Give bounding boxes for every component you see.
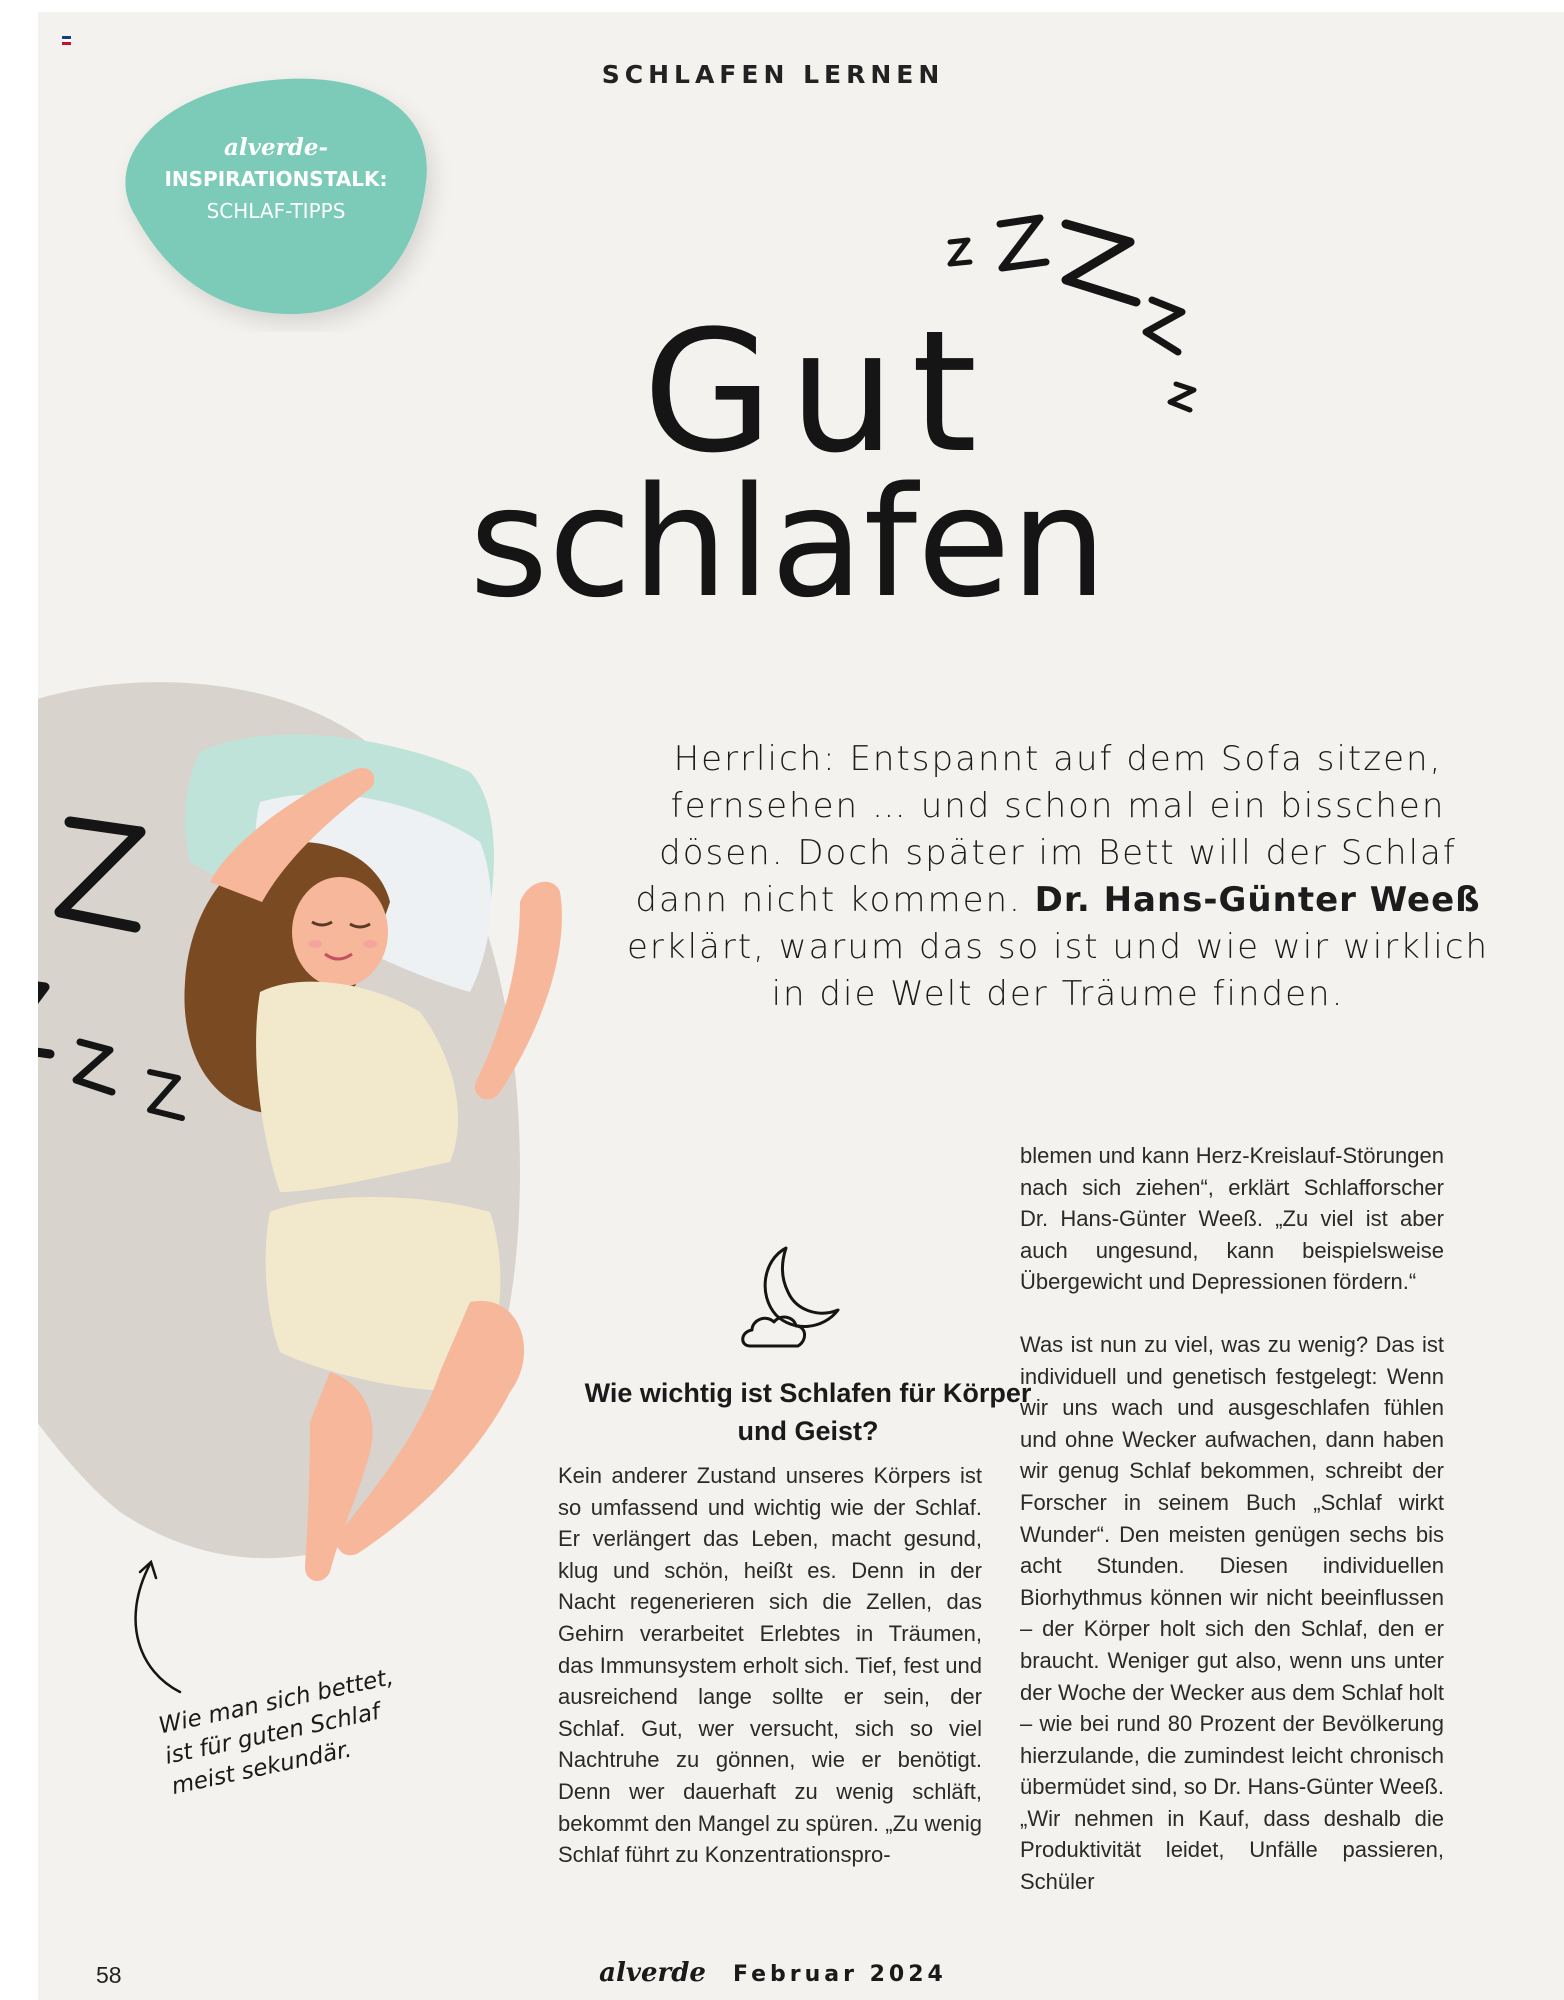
- inspirationstalk-badge: [96, 42, 456, 332]
- headline: [338, 294, 1238, 631]
- sleeping-woman-illustration: [38, 652, 640, 1632]
- intro-text: [618, 736, 1498, 1018]
- magazine-page: [38, 12, 1564, 2000]
- page-number: 58: [96, 1962, 122, 1988]
- headline-line-1: Gut: [642, 294, 994, 490]
- badge-subtitle: SCHLAF-TIPPS: [206, 199, 346, 223]
- flag-icon: [62, 36, 71, 45]
- badge-title: INSPIRATIONSTALK:: [164, 167, 388, 191]
- article-column-1: [558, 1460, 982, 1902]
- intro-lead-end: erklärt, warum das so ist und wie wir wirklich in die Welt der Träume finden.: [626, 927, 1489, 1014]
- moon-cloud-icon: [738, 1240, 848, 1360]
- article-paragraph: blemen und kann Herz-Kreislauf-Störungen nach sich ziehen“, erklärt Schlafforscher Dr. Hans-Günter Weeß. „Zu viel ist aber auch ungesund, kann beispielsweise Übergewicht und Depressionen fördern.“: [1020, 1143, 1444, 1295]
- article-paragraph: Was ist nun zu viel, was zu wenig? Das ist individuell und genetisch festgelegt: Wenn wir uns wach und ausgeschlafen fühlen und ohne Wecker aufwachen, dann haben wir genug Schlaf bekommen, schreibt der Forscher in seinem Buch „Schlaf wirkt Wunder“. Den meisten genügen sechs bis acht Stunden. Diesen individuellen Biorhythmus können wir nicht beeinflussen – der Körper holt sich den Schlaf, den er braucht. Weniger gut also, wenn uns unter der Woche der Wecker aus dem Schlaf holt – wie bei rund 80 Prozent der Bevölkerung hierzulande, die zumindest leicht chronisch übermüdet sind, so Dr. Hans-Günter Weeß. „Wir nehmen in Kauf, dass deshalb die Produktivität leidet, Unfälle passieren, Schüler: [1020, 1331, 1444, 1895]
- footer-brand-logo: alverde: [599, 1958, 706, 1988]
- article-paragraph: Kein anderer Zustand unseres Körpers ist so umfassend und wichtig wie der Schlaf. Er verlängert das Leben, macht gesund, klug und schön, heißt es. Denn in der Nacht regenerieren sich die Zellen, das Gehirn verarbeitet Erlebtes in Träumen, das Immunsystem erholt sich. Tief, fest und ausreichend lange sollte er sein, der Schlaf. Gut, wer versucht, sich so viel Nachtruhe zu gönnen, wie er benötigt. Denn wer dauerhaft zu wenig schläft, bekommt den Mangel zu spüren. „Zu wenig Schlaf führt zu Konzentrationspro-: [558, 1463, 982, 1868]
- section-label: SCHLAFEN LERNEN: [601, 60, 945, 89]
- badge-brand: alverde-: [223, 134, 329, 161]
- article-column-2: [1020, 1140, 1444, 1929]
- article-subhead: Wie wichtig ist Schlafen für Körper und Geist?: [584, 1378, 1032, 1446]
- footer-issue-date: Februar 2024: [732, 1962, 947, 1987]
- intro-expert-name: Dr. Hans-Günter Weeß: [1034, 880, 1481, 920]
- intro-lead: Herrlich: Entspannt auf dem Sofa sitzen, fernsehen … und schon mal ein bisschen dösen. Doch später im Bett will der Schlaf dann nicht kommen.: [635, 739, 1457, 920]
- illustration-caption: Wie man sich bettet, ist für guten Schlaf meist sekundär.: [156, 1664, 396, 1801]
- curved-arrow-icon: [110, 1542, 210, 1702]
- headline-line-2: schlafen: [469, 454, 1107, 631]
- footer: [38, 1958, 1508, 1988]
